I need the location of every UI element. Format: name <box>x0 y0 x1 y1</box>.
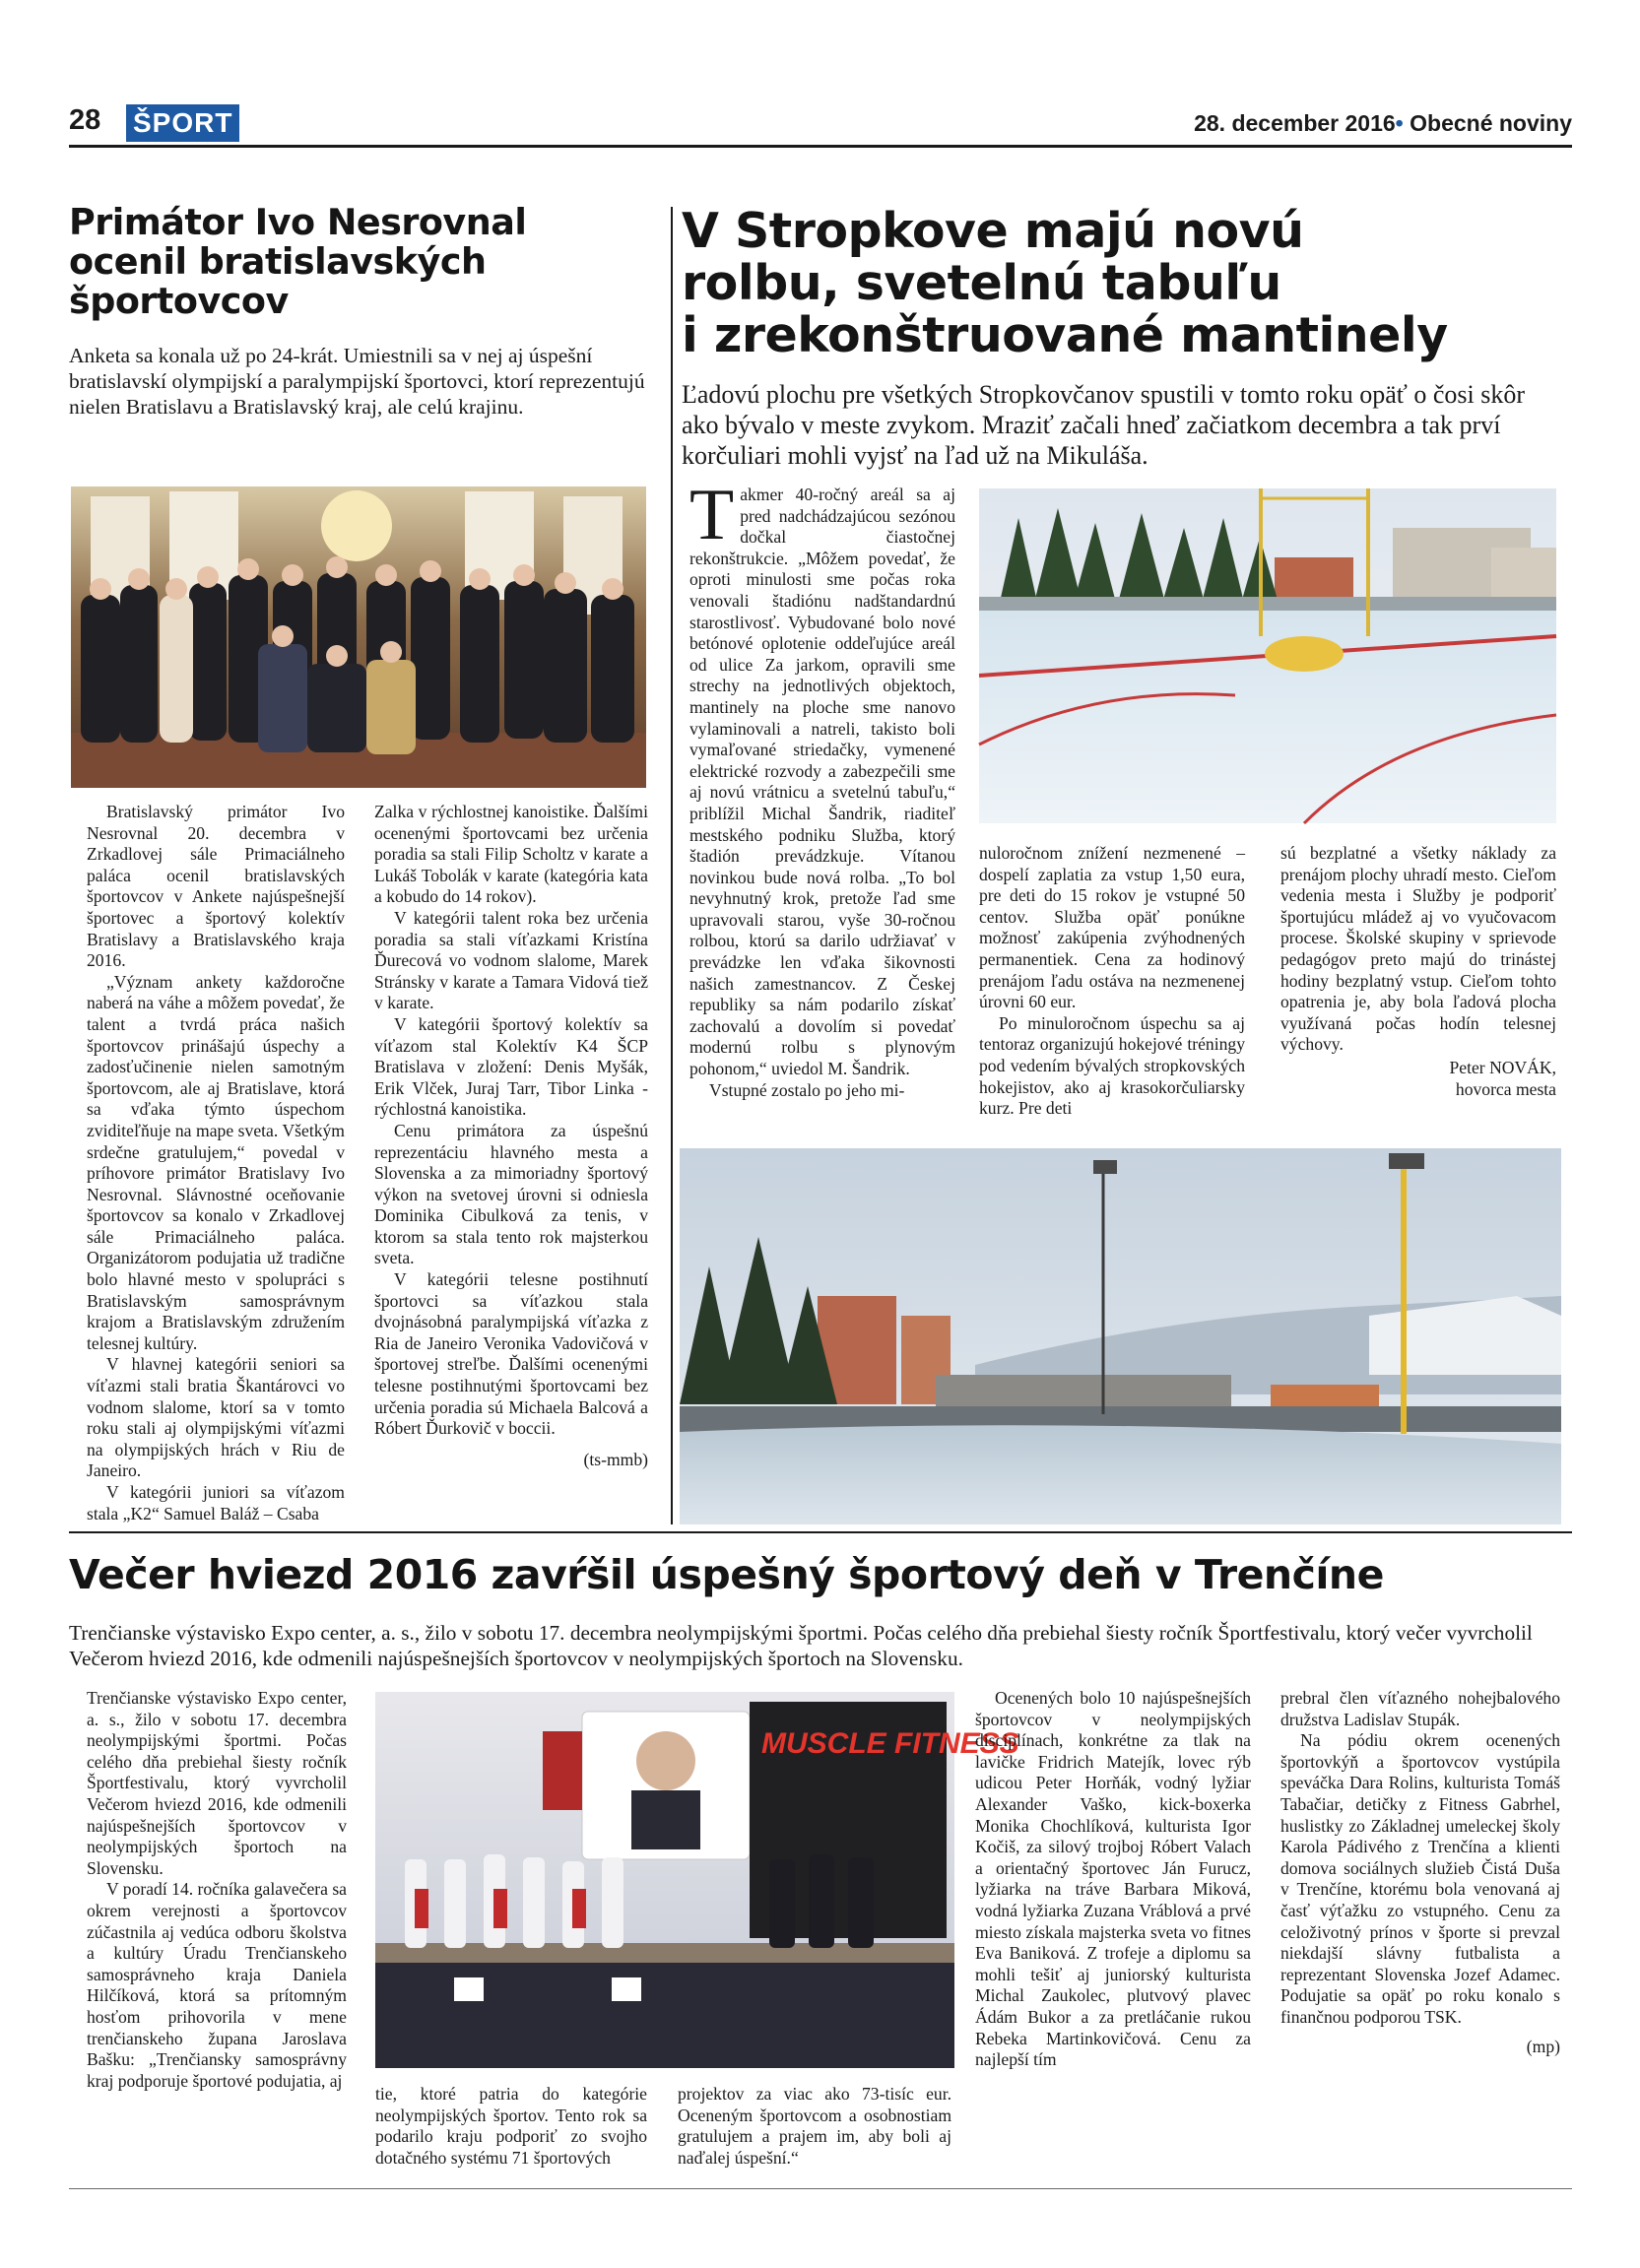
paragraph: V kategórii telesne postihnutí športovci sa víťazkou stala dvojnásobná paralympijská víťazka z Ria de Janeiro Veronika Vadovičová v športovej streľbe. Ďalšími ocenenými telesne postihnutými športovcami bez určenia poradia sú Michaela Balcová a Róbert Ďurkovič v boccii. <box>374 1269 648 1439</box>
article1-title-line: Primátor Ivo Nesrovnal <box>69 201 527 243</box>
article1-title <box>69 203 660 321</box>
paragraph: sú bezplatné a všetky náklady za prenájom plochy uhradí mesto. Cieľom vedenia mesta i Služby je podporiť športujúcu mládež aj vo vyučovacom procese. Školské skupiny v sprievode pedagógov preto majú do trinástej hodiny bezplatný vstup. Cieľom tohto opatrenia je, aby bola ľadová plocha využívaná počas hodín telesnej výchovy. <box>1280 843 1556 1055</box>
article2-title-line: rolbu, svetelnú tabuľu <box>682 255 1281 311</box>
paragraph: V kategórii juniori sa víťazom stala „K2“ Samuel Baláž – Csaba <box>87 1482 345 1523</box>
article2-column-2 <box>979 843 1245 1120</box>
article3-signature: (mp) <box>1526 2036 1560 2056</box>
banner-text: MUSCLE FITNESS <box>761 1727 1019 1760</box>
paragraph: Bratislavský primátor Ivo Nesrovnal 20. decembra v Zrkadlovej sále Primaciálneho paláca ocenil bratislavských športovcov v Ankete najúspešnejší športovec a športový kolektív Bratislavy a Bratislavského kraja 2016. <box>87 802 345 971</box>
page-number: 28 <box>69 104 101 136</box>
page-header <box>69 102 1572 148</box>
stadium-panorama-photo <box>680 1148 1561 1524</box>
article3-column-3 <box>678 2084 951 2169</box>
paragraph: Zalka v rýchlostnej kanoistike. Ďalšími ocenenými športovcami bez určenia poradia sa stali Filip Scholtz v karate a Lukáš Tobolák v karate (kategória kata a kobudo do 14 rokov). <box>374 802 648 907</box>
article2-column-3 <box>1280 843 1556 1100</box>
paragraph: Vstupné zostalo po jeho mi- <box>709 1079 905 1100</box>
paragraph: Po minuloročnom úspechu sa aj tentoraz organizujú hokejové tréningy pod vedením bývalých stropkovských hokejistov, ako aj krasokorčuliarsky kurz. Pre deti <box>979 1012 1245 1119</box>
article1-column-2 <box>374 802 648 1470</box>
article1-title-line: športovcov <box>69 280 289 322</box>
drop-cap: T <box>689 475 735 555</box>
ice-rink-photo <box>979 488 1556 823</box>
dateline <box>1194 110 1572 137</box>
paragraph: nuloročnom znížení nezmenené – dospelí zaplatia za vstup 1,50 eura, pre deti do 15 rokov je vstupné 50 centov. Služba opäť ponúkne možnosť zakúpenia zvýhodnených permanentiek. Cena za hodinový prenájom ľadu ostáva na nezmenenej úrovni 60 eur. <box>979 843 1245 1012</box>
paragraph: projektov za viac ako 73-tisíc eur. Oceneným športovcom a osobnostiam gratulujem a prajem im, aby boli aj naďalej úspešní.“ <box>678 2084 951 2168</box>
article2-title-line: V Stropkove majú novú <box>682 203 1304 259</box>
page-footer-rule <box>69 2188 1572 2189</box>
article1-title-line: ocenil bratislavských <box>69 240 487 283</box>
paragraph <box>689 475 955 1080</box>
article2-signature-role: hovorca mesta <box>1455 1078 1556 1099</box>
paragraph: V poradí 14. ročníka galavečera sa okrem verejnosti a športovcov zúčastnila aj vedúca odboru školstva a kultúry Úradu Trenčianskeho samosprávneho kraja Daniela Hilčíková, ktorá sa prítomným hosťom prihovorila v mene trenčianskeho župana Jaroslava Bašku: „Trenčiansky samosprávny kraj podporuje športové podujatia, aj <box>87 1879 347 2091</box>
article2-column-1 <box>689 475 955 1101</box>
issue-date: 28. december 2016 <box>1194 110 1396 136</box>
article3-title: Večer hviezd 2016 zavŕšil úspešný športový deň v Trenčíne <box>69 1551 1384 1598</box>
article3-column-4 <box>975 1688 1251 2071</box>
paragraph: „Význam ankety každoročne naberá na váhe a môžem povedať, že talent a tvrdá práca našich športovcov prinášajú úspechy a zadosťučinenie nielen samotným športovcom, ale aj Bratislave, ktorá sa vďaka týmto úspechom zviditeľňuje na mape sveta. Všetkým srdečne gratulujem,“ povedal v príhovore primátor Bratislavy Ivo Nesrovnal. Slávnostné oceňovanie športovcov sa konalo v Zrkadlovej sále Primaciálneho paláca. Organizátorom podujatia už tradične bolo hlavné mesto v spolupráci s Bratislavským samosprávnym krajom a Bratislavským združením telesnej kultúry. <box>87 971 345 1353</box>
column-separator <box>671 207 673 1524</box>
article2-title-line: i zrekonštruované mantinely <box>682 307 1448 363</box>
article2-signature-name: Peter NOVÁK, <box>1449 1057 1556 1077</box>
paragraph: Trenčianske výstavisko Expo center, a. s., žilo v sobotu 17. decembra neolympijskými športmi. Počas celého dňa prebiehal šiesty ročník Športfestivalu, ktorý vyvrcholil Večerom hviezd 2016, kde odmenili najúspešnejších športovcov v neolympijských športoch na Slovensku. <box>87 1688 347 1878</box>
article1-lead: Anketa sa konala už po 24-krát. Umiestnili sa v nej aj úspešní bratislavskí olympijskí a paralympijskí športovci, ktorí reprezentujú nielen Bratislavu a Bratislavský kraj, ale celú krajinu. <box>69 344 645 419</box>
paragraph: Ocenených bolo 10 najúspešnejších športovcov v neolympijských disciplínach, konkrétne za tlak na lavičke Fridrich Matejík, lovec rýb udicou Peter Horňák, vodný lyžiar Alexander Vaško, kick-boxerka Monika Chochlíková, kulturista Igor Kočiš, za silový trojboj Róbert Valach a orientačný športovec Ján Furucz, lyžiarka na tráve Barbara Miková, vodná lyžiarka Zuzana Vráblová a prvé miesto získala majsterka sveta vo fitnes Eva Baniková. Z trofeje a diplomu sa mohli tešiť aj juniorský kulturista Michal Zaukolec, plutvový plavec Ádám Bukor a za pretláčanie rukou Rebeka Martinkovičová. Cenu za najlepší tím <box>975 1688 1251 2070</box>
article2-title <box>682 205 1568 361</box>
article1-column-1 <box>87 802 345 1524</box>
paragraph: tie, ktoré patria do kategórie neolympijských športov. Tento rok sa podarilo kraju podporiť zo svojho dotačného systému 71 športových <box>375 2084 647 2168</box>
section-label: ŠPORT <box>126 104 239 142</box>
article3-column-1 <box>87 1688 347 2092</box>
article3-column-5 <box>1280 1688 1560 2057</box>
paragraph: V kategórii talent roka bez určenia poradia sa stali víťazkami Kristína Ďurecová vo vodnom slalome, Marek Stránsky v karate a Tamara Vidová tiež v karate. <box>374 907 648 1013</box>
article1-signature: (ts-mmb) <box>583 1449 648 1469</box>
article-separator <box>69 1531 1572 1533</box>
awards-group-photo <box>71 486 646 788</box>
paragraph: V hlavnej kategórii seniori sa víťazmi stali bratia Škantárovci vo vodnom slalome, ktorí sa v tomto roku stali aj olympijskými víťazmi na olympijských hrách v Riu de Janeiro. <box>87 1354 345 1481</box>
dateline-separator: • <box>1395 110 1404 136</box>
paragraph: prebral člen víťazného nohejbalového družstva Ladislav Stupák. <box>1280 1688 1560 1729</box>
article2-lead: Ľadovú plochu pre všetkých Stropkovčanov spustili v tomto roku opäť o čosi skôr ako bývalo v meste zvykom. Mraziť začali hneď začiatkom decembra a tak prví korčuliari mohli vyjsť na ľad už na Mikuláša. <box>682 380 1525 470</box>
publication-name: Obecné noviny <box>1410 110 1572 136</box>
paragraph-text: akmer 40-ročný areál sa aj pred nadchádzajúcou sezónou dočkal čiastočnej rekonštrukcie. „Môžem povedať, že oproti minulosti sme počas roka venovali štadiónu nadštandardnú starostlivosť. Vybudované bolo nové betónové oplotenie oddeľujúce areál od ulice Za jarkom, opravili sme strechy na jednotlivých objektoch, mantinely na ploche sme nanovo vylaminovali a natreli, takisto boli vymaľované striedačky, vymenené elektrické rozvody a zabezpečili sme aj novú vrátnicu a svetelnú tabuľu,“ priblížil Michal Šandrik, riaditeľ mestského podniku Služba, ktorý štadión prevádzkuje. Vítanou novinkou bude nová rolba. „To bol nevyhnutný krok, pretože ľad sme upravovali starou, vyše 30-ročnou rolbou, ktorú sa darilo udržiavať v prevádzke len vďaka šikovnosti našich zamestnancov. Z Českej republiky sa nám podarilo získať zachovalú a dovolím si povedať modernú rolbu s plynovým pohonom,“ uviedol M. Šandrik. <box>689 485 955 1079</box>
paragraph: V kategórii športový kolektív sa víťazom stal Kolektív K4 ŠCP Bratislava v zložení: Denis Myšák, Erik Vlček, Juraj Tarr, Tibor Linka - rýchlostná kanoistika. <box>374 1013 648 1120</box>
paragraph: Na pódiu okrem ocenených športovkýň a športovcov vystúpila speváčka Dara Rolins, kulturista Tomáš Tabačiar, detičky z Fitness Gabrhel, huslistky zo Základnej umeleckej školy Karola Pádivého z Trenčína a klienti domova sociálnych služieb Čistá Duša v Trenčíne, ktorému bola venovaná aj časť výťažku zo vstupného. Cenu za celoživotný prínos v športe si prevzal niekdajší slávny futbalista a reprezentant Slovenska Jozef Adamec. Podujatie sa opäť po roku konalo s finančnou podporou TSK. <box>1280 1730 1560 2027</box>
gala-stage-photo <box>375 1692 1019 2068</box>
article3-lead: Trenčianske výstavisko Expo center, a. s., žilo v sobotu 17. decembra neolympijskými športmi. Počas celého dňa prebiehal šiesty ročník Športfestivalu, ktorý večer vyvrcholil Večerom hviezd 2016, kde odmenili najúspešnejších športovcov v neolympijských športoch na Slovensku. <box>69 1621 1533 1670</box>
paragraph: Cenu primátora za úspešnú reprezentáciu hlavného mesta a Slovenska a za mimoriadny športový výkon na svetovej úrovni si odniesla Dominika Cibulková za tenis, v ktorom sa stala tento rok majsterkou sveta. <box>374 1120 648 1268</box>
article3-column-2 <box>375 2084 647 2169</box>
